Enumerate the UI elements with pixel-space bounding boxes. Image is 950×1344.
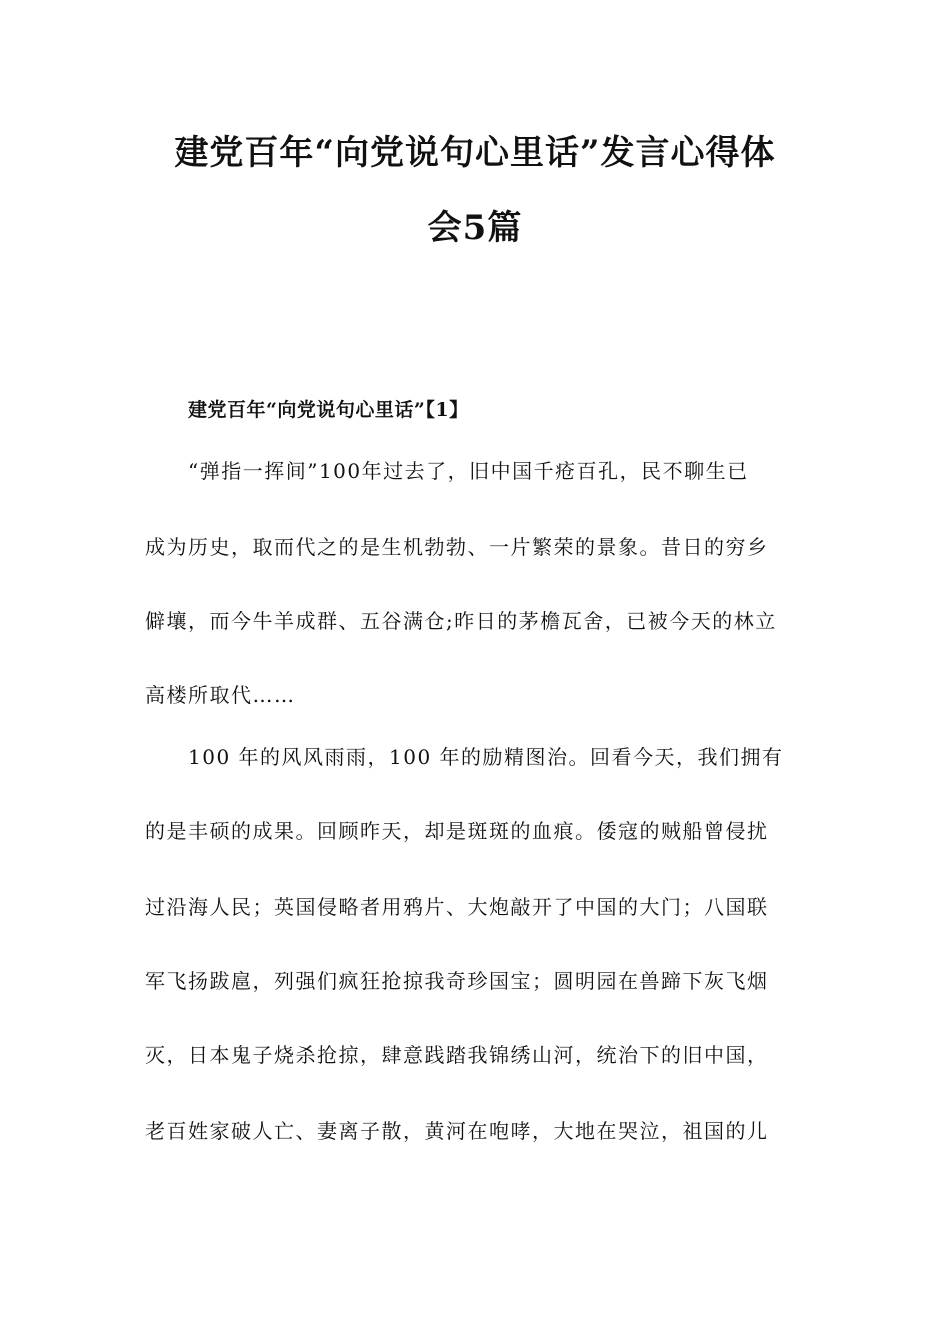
paragraph-2-line-1: 100 年的风风雨雨，100 年的励精图治。回看今天，我们拥有: [188, 745, 784, 769]
paragraph-2-line-3: 过沿海人民；英国侵略者用鸦片、大炮敲开了中国的大门；八国联: [145, 895, 769, 919]
paragraph-2-line-2: 的是丰硕的成果。回顾昨天，却是斑斑的血痕。倭寇的贼船曾侵扰: [145, 819, 769, 843]
paragraph-1-line-4: 高楼所取代……: [145, 683, 296, 707]
section-heading: 建党百年“向党说句心里话”【1】: [188, 399, 469, 421]
document-title-line-1: 建党百年“向党说句心里话”发言心得体: [174, 133, 776, 173]
document-title-line-2: 会5篇: [427, 208, 523, 248]
paragraph-2-line-5: 灭，日本鬼子烧杀抢掠，肆意践踏我锦绣山河，统治下的旧中国，: [145, 1043, 769, 1067]
paragraph-1-line-2: 成为历史，取而代之的是生机勃勃、一片繁荣的景象。昔日的穷乡: [145, 535, 769, 559]
paragraph-2-line-4: 军飞扬跋扈，列强们疯狂抢掠我奇珍国宝；圆明园在兽蹄下灰飞烟: [145, 969, 769, 993]
paragraph-2-line-6: 老百姓家破人亡、妻离子散，黄河在咆哮，大地在哭泣，祖国的儿: [145, 1119, 769, 1143]
paragraph-1-line-3: 僻壤，而今牛羊成群、五谷满仓;昨日的茅檐瓦舍，已被今天的林立: [145, 609, 777, 633]
paragraph-1-line-1: “弹指一挥间”100年过去了，旧中国千疮百孔，民不聊生已: [188, 459, 749, 483]
